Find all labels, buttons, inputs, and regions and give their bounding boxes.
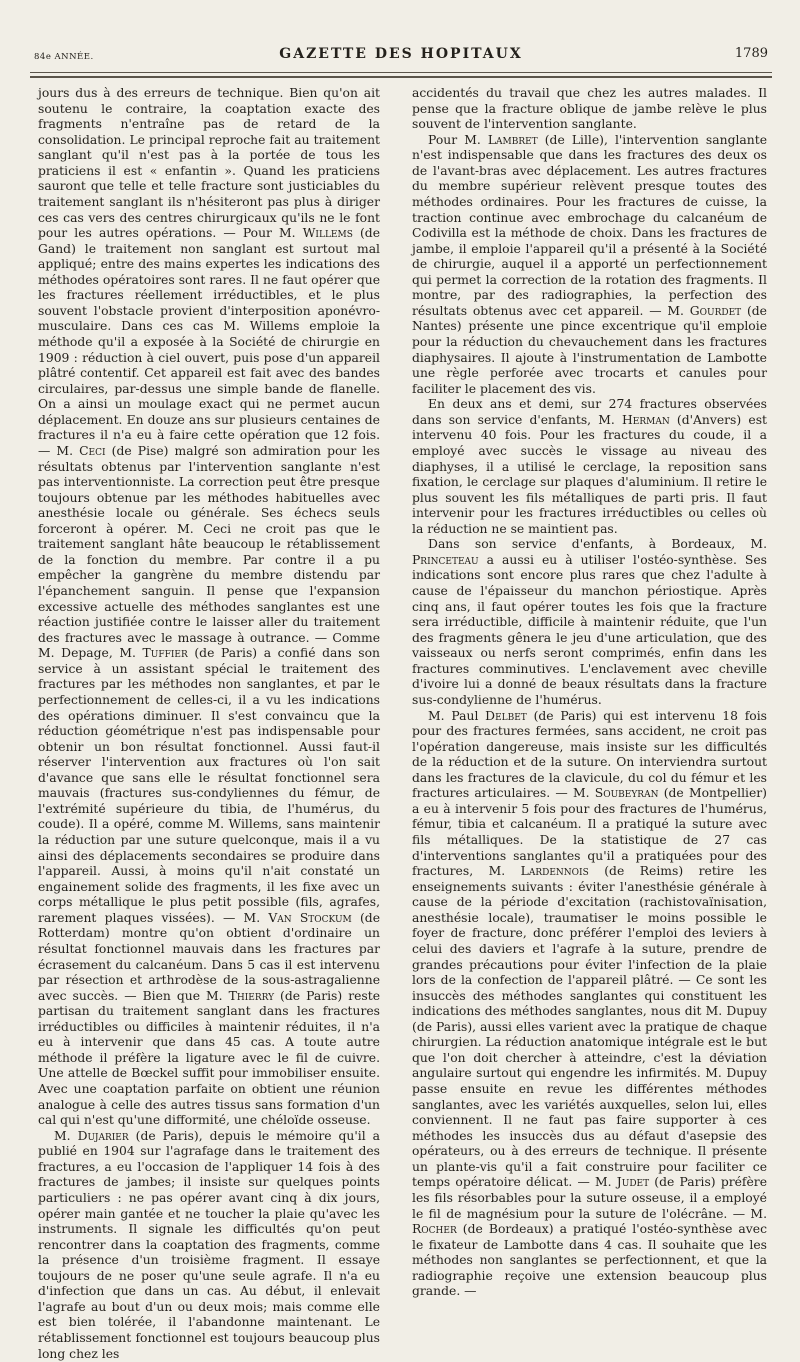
left-column xyxy=(38,86,380,1362)
author-name: Willems xyxy=(302,226,353,241)
paragraph-text: (de Paris) qui est intervenu 18 fois pour des fractures fermées, sans accident, ne croit pas l'opération dangereuse, mais insiste sur les difficultés de la réduction et de la suture. On interviendra surtout dans les fractures de la clavicule, du col du fémur et les fractures articulaires. — M. xyxy=(412,708,767,801)
paragraph-text: (de Paris) reste partisan du traitement sanglant dans les fractures irréductibles ou difficiles à maintenir réduites, il n'a eu à intervenir que dans 45 cas. A toute autre méthode il préfère la ligature avec le fil de cuivre. Une attelle de Bœckel suffit pour immobiliser ensuite. Avec une coaptation parfaite on obtient une réunion analogue à celle des autres tissus sans formation d'un cal qui n'est qu'une difformité, une chéloïde osseuse. xyxy=(38,988,380,1128)
author-name: Dujarier xyxy=(77,1128,129,1143)
paragraph-text: M. Paul xyxy=(428,708,486,723)
author-name: Delbet xyxy=(485,708,527,723)
author-name: Tuffier xyxy=(142,646,188,661)
paragraph-text: a aussi eu à utiliser l'ostéo-synthèse. Ses indications sont encore plus rares que chez l'adulte à cause de l'épaisseur du manchon périostique. Après cinq ans, il faut opérer toutes les fois que la fracture sera irréductible, difficile à maintenir réduite, que l'un des fragments gênera le jeu d'une articulation, que des vaisseaux ou nerfs seront comprimés, enfin dans les fractures comminutives. L'enclavement avec cheville d'ivoire lui a donné de beaux résultats dans la fracture sus-condylienne de l'humérus. xyxy=(412,552,767,707)
paragraph xyxy=(38,1129,380,1362)
paragraph-text: (de Pise) malgré son admiration pour les résultats obtenus par l'intervention sanglante n'est pas interventionniste. La correction peut être presque toujours obtenue par les méthodes habituelles avec anesthésie locale ou générale. Ses échecs seuls forceront à opérer. M. Ceci ne croit pas que le traitement sanglant hâte beaucoup le rétablissement de la fonction du membre. Par contre il a pu empêcher la gangrène du membre distendu par l'épanchement sanguin. Il pense que l'expansion excessive actuelle des méthodes sanglantes est une réaction justifiée contre le laisser aller du traitement des fractures avec le massage à outrance. — Comme M. Depage, M. xyxy=(38,443,380,661)
paragraph-text: (de Reims) retire les enseignements suivants : éviter l'anesthésie générale à cause de la période d'excitation (rachistovaïnisation, anesthésie locale), traumatiser le moins possible le foyer de fracture, donc préférer l'emploi des leviers à celui des daviers et l'agrafe à la suture, prendre de grandes précautions pour éviter l'infection de la plaie lors de la confection de l'appareil plâtré. — Ce sont les insuccès des méthodes sanglantes qui constituent les indications des méthodes sanglantes, nous dit M. Dupuy (de Paris), aussi elles varient avec la pratique de chaque chirurgien. La réduction anatomique intégrale est le but que l'on doit chercher à atteindre, c'est la déviation angulaire surtout qui engendre les infirmités. M. Dupuy passe ensuite en revue les différentes méthodes sanglantes, avec les variétés auxquelles, selon lui, elles conviennent. Il ne faut pas faire supporter à ces méthodes les insuccès dus au défaut d'asepsie des opérateurs, ou à des erreurs de technique. Il présente un plante-vis qu'il a fait construire pour faciliter ce temps opératoire délicat. — M. xyxy=(412,864,767,1190)
author-name: Thierry xyxy=(228,988,275,1003)
author-name: Herman xyxy=(622,412,670,427)
paragraph-text: (de Montpellier) a eu à intervenir 5 fois pour des fractures de l'humérus, fémur, tibia et calcanéum. Il a pratiqué la suture avec fils métalliques. De la statistique de 27 cas d'interventions sanglantes qu'il a pratiquées pour des fractures, M. xyxy=(412,786,767,879)
author-name: Ceci xyxy=(79,443,106,458)
header-rule-thick xyxy=(30,76,772,78)
paragraph-text: (de Gand) le traitement non sanglant est surtout mal appliqué; entre des mains expertes les indications des méthodes opératoires sont rares. Il ne faut opérer que les fractures réellement irréductibles, et le plus souvent l'obstacle provient d'interposition aponévro-musculaire. Dans ces cas M. Willems emploie la méthode qu'il a exposée à la Société de chirurgie en 1909 : réduction à ciel ouvert, puis pose d'un appareil plâtré contentif. Cet appareil est fait avec des bandes circulaires, par-dessus une simple bande de flanelle. On a ainsi un moulage exact qui ne permet aucun déplacement. En douze ans sur plusieurs centaines de fractures il n'a eu à faire cette opération que 12 fois. — M. xyxy=(38,226,380,458)
journal-title: GAZETTE DES HOPITAUX xyxy=(279,46,523,62)
header-rule-thin xyxy=(30,72,772,73)
paragraph-text: (d'Anvers) est intervenu 40 fois. Pour les fractures du coude, il a employé avec succès le vissage au niveau des diaphyses, il a utilisé le cerclage, la reposition sans fixation, le cerclage sur plaques d'aluminium. Il retire le plus souvent les fils métalliques de parti pris. Il faut intervenir pour les fractures irréductibles ou celles où la réduction ne se maintient pas. xyxy=(412,412,767,536)
paragraph-text: (de Bordeaux) a pratiqué l'ostéo-synthèse avec le fixateur de Lambotte dans 4 cas. Il souhaite que les méthodes non sanglantes se perfectionnent, et que la radiographie reçoive une extension beaucoup plus grande. — xyxy=(412,1222,767,1299)
paragraph xyxy=(412,537,767,708)
paragraph xyxy=(412,133,767,398)
paragraph-text: Pour M. xyxy=(428,132,488,147)
author-name: Soubeyran xyxy=(594,786,659,801)
issue-year: 84e ANNÉE. xyxy=(34,52,94,62)
paragraph xyxy=(38,86,380,1129)
paragraph-text: En deux ans et demi, sur 274 fractures observées dans son service d'enfants, M. xyxy=(412,397,767,427)
author-name: Princeteau xyxy=(412,552,479,567)
author-name: Van Stockum xyxy=(268,910,352,925)
paragraph-text: jours dus à des erreurs de technique. Bien qu'on ait soutenu le contraire, la coaptation exacte des fragments n'entraîne pas de retard de la consolidation. Le principal reproche fait au traitement sanglant qu'il n'est pas à la portée de tous les praticiens il est « enfantin ». Quand les praticiens sauront que telle et telle fracture sont justiciables du traitement sanglant ils n'hésiteront pas plus à diriger ces cas vers des centres chirurgicaux qu'ils ne le font pour les autres opérations. — Pour M. xyxy=(38,86,380,241)
paragraph-text: (de Rotterdam) montre qu'on obtient d'ordinaire un résultat fonctionnel mauvais dans les fractures par écrasement du calcanéum. Dans 5 cas il est intervenu par résection et arthrodèse de la sous-astragalienne avec succès. — Bien que M. xyxy=(38,910,380,1003)
paragraph-text: (de Lille), l'intervention sanglante n'est indispensable que dans les fractures des deux os de l'avant-bras avec déplacement. Les autres fractures du membre supérieur relèvent presque toutes des méthodes ordinaires. Pour les fractures de cuisse, la traction continue avec embrochage du calcanéum de Codivilla est la méthode de choix. Dans les fractures de jambe, il emploie l'appareil qu'il a présenté à la Société de chirurgie, auquel il a apporté un perfectionnement qui permet la correction de la rotation des fragments. Il montre, par des radiographies, la perfection des résultats obtenus avec cet appareil. — M. xyxy=(412,132,768,318)
page-header xyxy=(30,40,772,70)
paragraph-text: M. xyxy=(54,1128,78,1143)
author-name: Judet xyxy=(616,1175,650,1190)
author-name: Lambret xyxy=(487,132,538,147)
paragraph xyxy=(412,86,767,133)
paragraph-text: Dans son service d'enfants, à Bordeaux, M. xyxy=(428,537,767,552)
paragraph-text: (de Paris) préfère les fils résorbables pour la suture osseuse, il a employé le fil de magnésium pour la suture de l'olécrâne. — M. xyxy=(412,1175,768,1221)
paragraph xyxy=(412,709,767,1300)
paragraph-text: (de Nantes) présente une pince excentrique qu'il emploie pour la réduction du chevauchement dans les fractures diaphysaires. Il ajoute à l'instrumentation de Lambotte une règle perforée avec trocarts et canules pour faciliter le placement des vis. xyxy=(412,303,767,396)
paragraph-text: (de Paris), depuis le mémoire qu'il a publié en 1904 sur l'agrafage dans le traitement des fractures, a eu l'occasion de l'appliquer 14 fois à des fractures de jambes; il insiste sur quelques points particuliers : ne pas opérer avant cinq à dix jours, opérer main gantée et ne toucher la plaie qu'avec les instruments. Il signale les difficultés qu'on peut rencontrer dans la coaptation des fragments, comme la présence d'un troisième fragment. Il essaye toujours de ne poser qu'une seule agrafe. Il n'a eu d'infection que dans un cas. Au début, il enlevait l'agrafe au bout d'un ou deux mois; mais comme elle est bien tolérée, il l'abandonne maintenant. Le rétablissement fonctionnel est toujours beaucoup plus long chez les xyxy=(38,1128,380,1361)
author-name: Rocher xyxy=(412,1222,457,1237)
right-column xyxy=(412,86,767,1300)
page-number: 1789 xyxy=(734,46,768,61)
paragraph xyxy=(412,397,767,537)
paragraph-text: (de Paris) a confié dans son service à un assistant spécial le traitement des fractures par les méthodes non sanglantes, et par le perfectionnement de celles-ci, il a vu les indications des opérations diminuer. Il s'est convaincu que la réduction géométrique n'est pas indispensable pour obtenir un bon résultat fonctionnel. Aussi faut-il réserver l'intervention aux fractures où l'on sait d'avance que sans elle le résultat fonctionnel sera mauvais (fractures sus-condyliennes du fémur, de l'extrémité supérieure du tibia, de l'humérus, du coude). Il a opéré, comme M. Willems, sans maintenir la réduction par une suture quelconque, mais il a vu ainsi des déplacements secondaires se produire dans l'appareil. Aussi, à moins qu'il n'ait constaté un engainement solide des fragments, il les fixe avec un corps métallique le plus petit possible (fils, agrafes, rarement plaques vissées). — M. xyxy=(38,646,380,925)
author-name: Gourdet xyxy=(689,303,742,318)
paragraph-text: accidentés du travail que chez les autres malades. Il pense que la fracture oblique de jambe relève le plus souvent de l'intervention sanglante. xyxy=(412,86,767,132)
author-name: Lardennois xyxy=(520,864,589,879)
